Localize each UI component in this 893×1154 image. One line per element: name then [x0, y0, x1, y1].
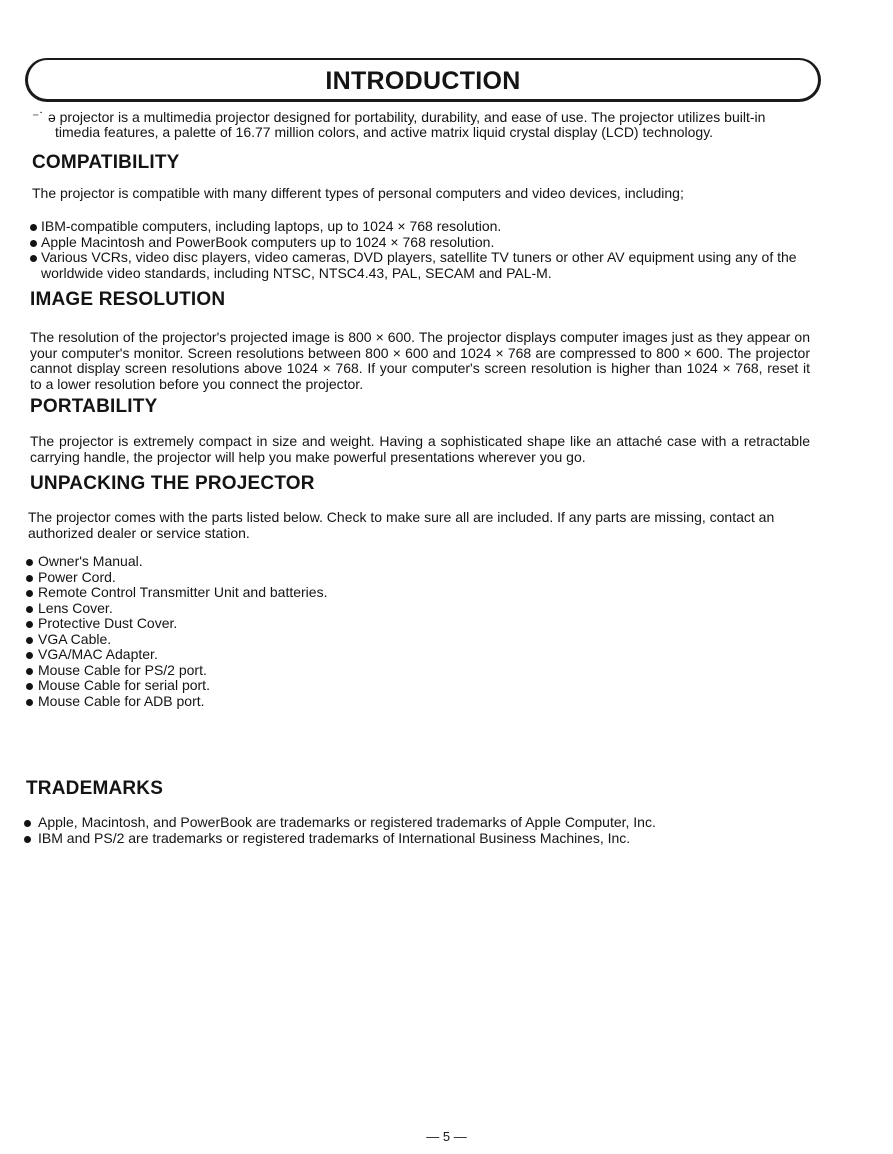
list-item: [26, 585, 526, 601]
page-title: INTRODUCTION: [325, 67, 521, 95]
trademarks-list: [24, 815, 804, 846]
title-banner: [25, 58, 821, 102]
list-item: [24, 815, 804, 831]
list-item: [26, 570, 526, 586]
bullet-icon: [26, 683, 33, 690]
list-item: [30, 250, 814, 281]
bullet-icon: [24, 836, 31, 843]
trademarks-heading: TRADEMARKS: [26, 778, 164, 799]
list-item-text: Apple, Macintosh, and PowerBook are trademarks or registered trademarks of Apple Computer, Inc.: [38, 814, 656, 830]
list-item-text: Lens Cover.: [38, 599, 113, 616]
list-item: [26, 663, 526, 679]
bullet-icon: [30, 255, 37, 262]
list-item: [26, 632, 526, 648]
list-item-text: Various VCRs, video disc players, video cameras, DVD players, satellite TV tuners or other AV equipment using any of the worldwide video standards, including NTSC, NTSC4.43, PAL, SECAM and PAL-M.: [41, 249, 797, 281]
unpacking-text: The projector comes with the parts listed below. Check to make sure all are included. If any parts are missing, contact an authorized dealer or service station.: [28, 509, 775, 541]
unpacking-heading: UNPACKING THE PROJECTOR: [30, 473, 315, 494]
image-resolution-heading: IMAGE RESOLUTION: [30, 289, 226, 310]
bullet-icon: [26, 668, 33, 675]
list-item: [24, 831, 804, 847]
list-item: [30, 219, 814, 235]
intro-line-1: ⁻˙ ə projector is a multimedia projector designed for portability, durability, and ease of use. The projector utilizes built-in: [32, 109, 766, 125]
compatibility-heading: COMPATIBILITY: [32, 152, 180, 173]
portability-heading: PORTABILITY: [30, 396, 158, 417]
list-item-text: Apple Macintosh and PowerBook computers up to 1024 × 768 resolution.: [41, 233, 495, 250]
portability-text: The projector is extremely compact in size and weight. Having a sophisticated shape like an attaché case with a retractable carrying handle, the projector will help you make powerful presentations wherever you go.: [30, 433, 810, 465]
page-number: — 5 —: [426, 1129, 467, 1144]
list-item-text: Mouse Cable for serial port.: [38, 677, 210, 693]
bullet-icon: [26, 637, 33, 644]
list-item-text: IBM-compatible computers, including laptops, up to 1024 × 768 resolution.: [41, 218, 502, 234]
bullet-icon: [30, 240, 37, 247]
list-item: [26, 554, 526, 570]
list-item-text: Protective Dust Cover.: [38, 615, 178, 631]
bullet-icon: [26, 590, 33, 597]
intro-paragraph: [32, 110, 822, 140]
list-item-text: VGA Cable.: [38, 630, 112, 647]
list-item: [26, 647, 526, 663]
bullet-icon: [26, 652, 33, 659]
list-item: [26, 601, 526, 617]
list-item-text: Owner's Manual.: [38, 553, 143, 569]
compatibility-text: The projector is compatible with many different types of personal computers and video devices, including;: [32, 185, 684, 201]
bullet-icon: [30, 224, 37, 231]
bullet-icon: [26, 575, 33, 582]
list-item-text: Mouse Cable for ADB port.: [38, 692, 205, 709]
intro-line-2: timedia features, a palette of 16.77 million colors, and active matrix liquid crystal display (LCD) technology.: [55, 124, 714, 140]
bullet-icon: [26, 559, 33, 566]
bullet-icon: [24, 820, 31, 827]
list-item-text: Mouse Cable for PS/2 port.: [38, 661, 207, 678]
bullet-icon: [26, 606, 33, 613]
image-resolution-text: The resolution of the projector's projected image is 800 × 600. The projector displays computer images just as they appear on your computer's monitor. Screen resolutions between 800 × 600 and 1024 × 768 are compressed to 800 × 600. The projector cannot display screen resolutions above 1024 × 768. If your computer's screen resolution is higher than 1024 × 768, reset it to a lower resolution before you connect the projector.: [30, 329, 810, 392]
list-item: [26, 616, 526, 632]
list-item: [26, 678, 526, 694]
list-item-text: Remote Control Transmitter Unit and batteries.: [38, 584, 328, 600]
list-item: [30, 235, 814, 251]
list-item-text: VGA/MAC Adapter.: [38, 646, 158, 662]
compatibility-list: [30, 219, 814, 281]
unpacking-list: [26, 554, 526, 709]
list-item-text: IBM and PS/2 are trademarks or registered trademarks of International Business Machines, Inc.: [38, 829, 631, 846]
list-item: [26, 694, 526, 710]
list-item-text: Power Cord.: [38, 568, 116, 585]
bullet-icon: [26, 621, 33, 628]
bullet-icon: [26, 699, 33, 706]
